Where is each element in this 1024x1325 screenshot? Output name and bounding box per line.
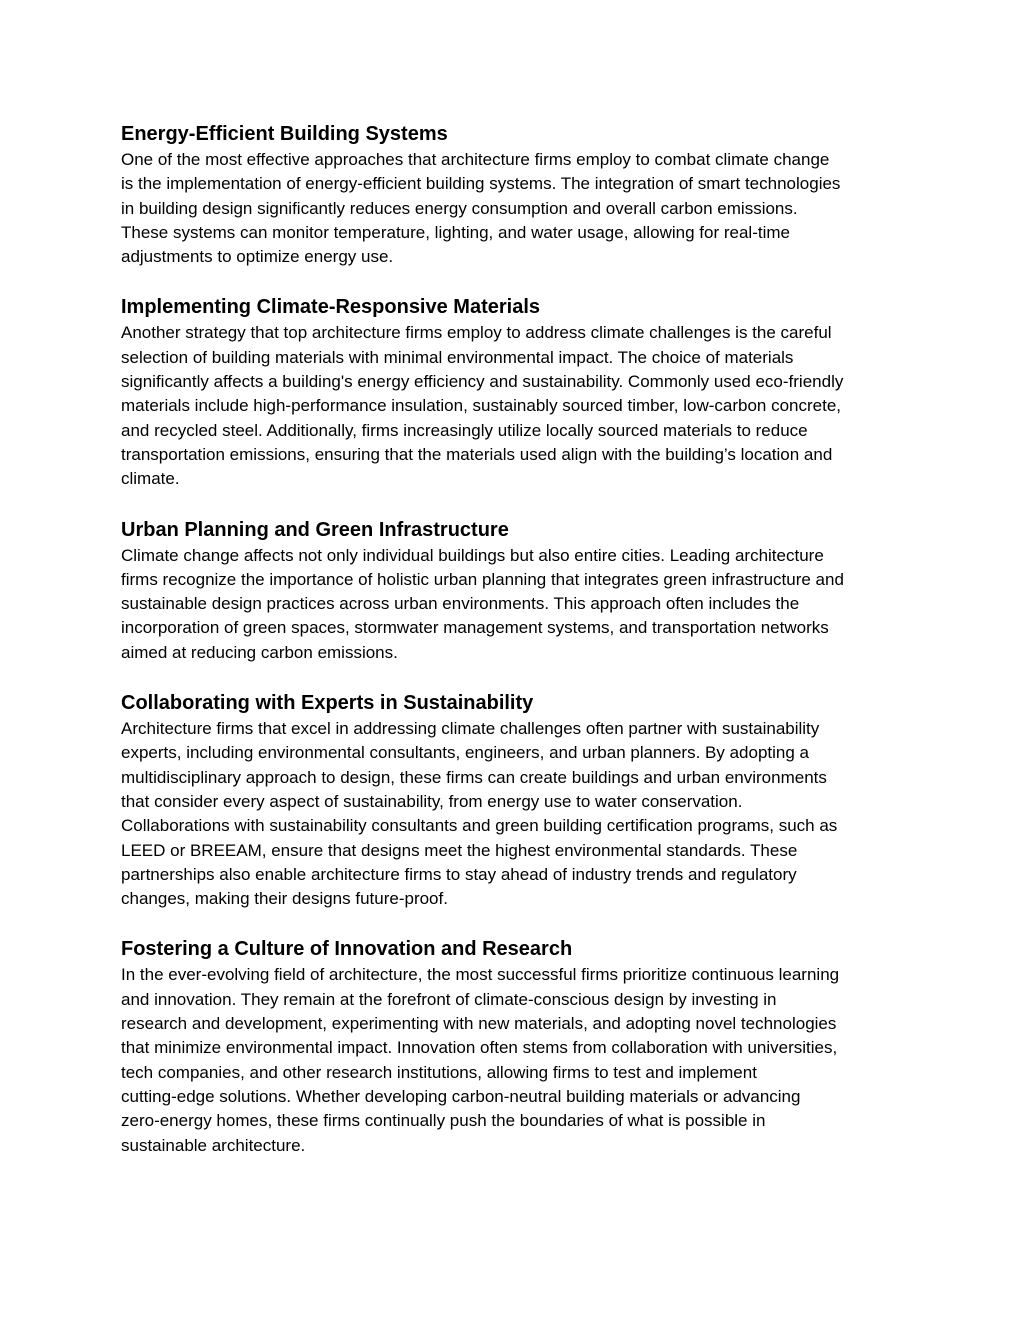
body-line: tech companies, and other research institutions, allowing firms to test and implement xyxy=(121,1062,757,1082)
body-line: aimed at reducing carbon emissions. xyxy=(121,642,398,662)
body-line: is the implementation of energy-efficient building systems. The integration of smart technologies xyxy=(121,174,841,194)
section-fostering-innovation-research xyxy=(121,935,911,1157)
body-line: Architecture firms that excel in addressing climate challenges often partner with sustainability xyxy=(121,719,820,739)
body-line: partnerships also enable architecture firms to stay ahead of industry trends and regulatory xyxy=(121,864,797,884)
body-line: In the ever-evolving field of architecture, the most successful firms prioritize continuous learning xyxy=(121,965,840,985)
body-line: and recycled steel. Additionally, firms increasingly utilize locally sourced materials to reduce xyxy=(121,420,808,440)
section-body xyxy=(121,963,911,1157)
section-heading: Urban Planning and Green Infrastructure xyxy=(121,518,509,541)
section-collaborating-with-experts xyxy=(121,689,911,911)
body-line: in building design significantly reduces energy consumption and overall carbon emissions. xyxy=(121,198,798,218)
body-line: that minimize environmental impact. Innovation often stems from collaboration with universities, xyxy=(121,1038,838,1058)
body-line: Climate change affects not only individual buildings but also entire cities. Leading architecture xyxy=(121,545,824,565)
body-line: zero-energy homes, these firms continually push the boundaries of what is possible in xyxy=(121,1111,766,1131)
section-heading: Collaborating with Experts in Sustainability xyxy=(121,692,534,715)
document-page xyxy=(121,120,911,1182)
body-line: multidisciplinary approach to design, these firms can create buildings and urban environments xyxy=(121,767,827,787)
body-line: transportation emissions, ensuring that the materials used align with the building’s location and xyxy=(121,444,833,464)
body-line: cutting-edge solutions. Whether developing carbon-neutral building materials or advancing xyxy=(121,1086,801,1106)
section-energy-efficient-building-systems xyxy=(121,120,911,269)
body-line: incorporation of green spaces, stormwater management systems, and transportation networks xyxy=(121,618,829,638)
body-line: that consider every aspect of sustainability, from energy use to water conservation. xyxy=(121,791,743,811)
body-line: materials include high-performance insulation, sustainably sourced timber, low-carbon concrete, xyxy=(121,396,842,416)
section-heading: Implementing Climate-Responsive Materials xyxy=(121,296,541,319)
body-line: selection of building materials with minimal environmental impact. The choice of materials xyxy=(121,347,794,367)
section-body xyxy=(121,321,911,491)
body-line: One of the most effective approaches that architecture firms employ to combat climate change xyxy=(121,150,830,169)
body-line: These systems can monitor temperature, lighting, and water usage, allowing for real-time xyxy=(121,222,790,242)
body-line: and innovation. They remain at the forefront of climate-conscious design by investing in xyxy=(121,989,777,1009)
body-line: significantly affects a building's energy efficiency and sustainability. Commonly used eco-friendly xyxy=(121,372,844,392)
body-line: Collaborations with sustainability consultants and green building certification programs, such as xyxy=(121,816,838,836)
section-body xyxy=(121,148,911,269)
body-line: experts, including environmental consultants, engineers, and urban planners. By adopting a xyxy=(121,743,809,763)
section-heading: Fostering a Culture of Innovation and Research xyxy=(121,938,573,961)
section-body xyxy=(121,717,911,911)
body-line: LEED or BREEAM, ensure that designs meet the highest environmental standards. These xyxy=(121,840,798,860)
body-line: sustainable design practices across urban environments. This approach often includes the xyxy=(121,594,800,614)
section-urban-planning-green-infrastructure xyxy=(121,516,911,665)
body-line: research and development, experimenting with new materials, and adopting novel technologies xyxy=(121,1014,837,1034)
section-body xyxy=(121,544,911,665)
section-heading: Energy-Efficient Building Systems xyxy=(121,123,448,145)
body-line: climate. xyxy=(121,469,180,489)
body-line: adjustments to optimize energy use. xyxy=(121,247,394,267)
body-line: sustainable architecture. xyxy=(121,1135,306,1155)
body-line: Another strategy that top architecture firms employ to address climate challenges is the careful xyxy=(121,323,832,343)
body-line: changes, making their designs future-proof. xyxy=(121,889,448,909)
section-implementing-climate-responsive-materials xyxy=(121,293,911,491)
body-line: firms recognize the importance of holistic urban planning that integrates green infrastructure and xyxy=(121,569,844,589)
